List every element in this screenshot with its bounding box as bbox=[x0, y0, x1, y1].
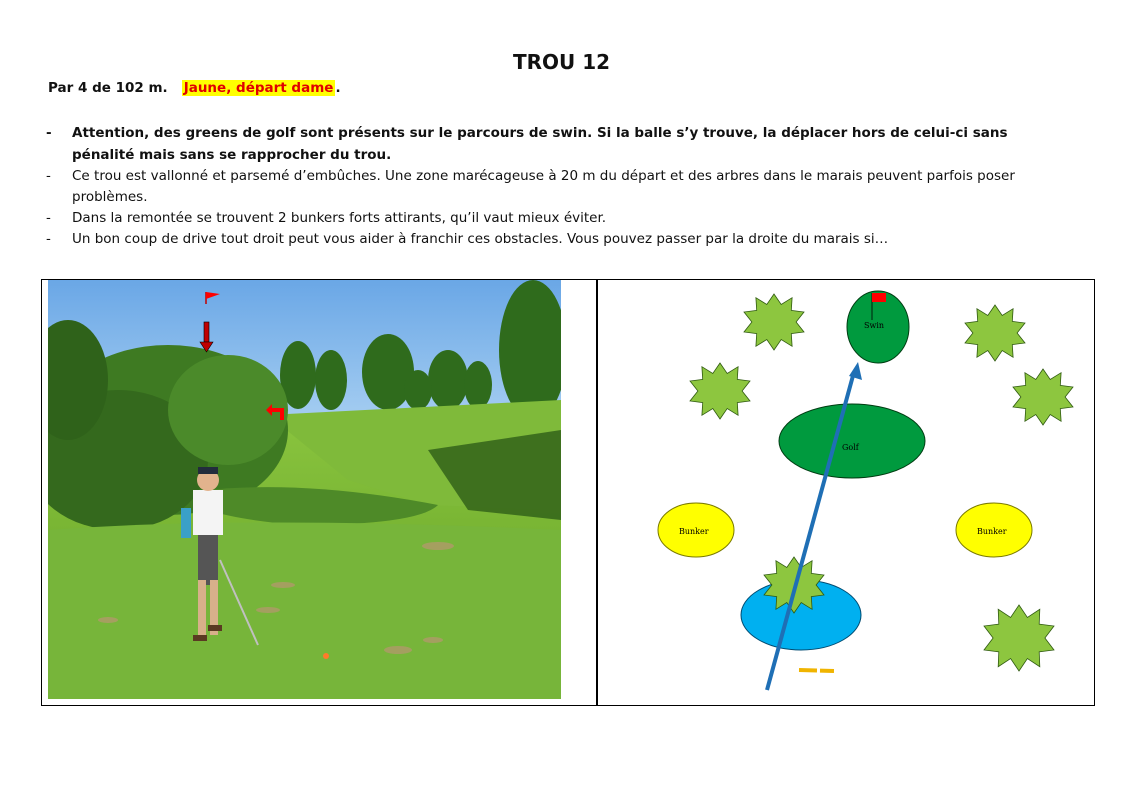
par-line bbox=[48, 80, 341, 96]
bunker-left-label: Bunker bbox=[679, 527, 709, 536]
list-item-text: Dans la remontée se trouvent 2 bunkers forts attirants, qu’il vaut mieux éviter. bbox=[72, 210, 607, 226]
tree-icon bbox=[690, 363, 750, 419]
bullet-dash: - bbox=[46, 125, 52, 141]
golf-green bbox=[779, 404, 925, 478]
list-item bbox=[46, 208, 1056, 229]
tree-icon bbox=[744, 294, 804, 350]
golf-label: Golf bbox=[842, 443, 859, 452]
list-item bbox=[46, 229, 1056, 250]
list-item bbox=[46, 166, 1056, 208]
list-item-text: Un bon coup de drive tout droit peut vous aider à franchir ces obstacles. Vous pouvez passer par la droite du marais si… bbox=[72, 231, 889, 247]
tree-icon bbox=[984, 605, 1054, 671]
bunker-right-label: Bunker bbox=[977, 527, 1007, 536]
page-title: TROU 12 bbox=[512, 50, 611, 74]
bullet-dash: - bbox=[46, 210, 51, 226]
ball bbox=[323, 653, 329, 659]
swin-label: Swin bbox=[864, 321, 885, 330]
list-item-text: Attention, des greens de golf sont présents sur le parcours de swin. Si la balle s’y trouve, la déplacer hors de celui-ci sans pénalité mais sans se rapprocher du trou. bbox=[72, 125, 1008, 163]
rules-list bbox=[46, 122, 1056, 250]
lawn bbox=[48, 523, 561, 700]
bullet-dash: - bbox=[46, 168, 51, 184]
list-item-text: Ce trou est vallonné et parsemé d’embûches. Une zone marécageuse à 20 m du départ et des arbres dans le marais peuvent parfois poser problèmes. bbox=[72, 168, 1015, 205]
hole-diagram-svg bbox=[598, 280, 1094, 705]
bullet-dash: - bbox=[46, 231, 51, 247]
tee-highlight: Jaune, départ dame bbox=[183, 80, 334, 96]
illustration-table bbox=[41, 279, 1095, 706]
hole-diagram bbox=[598, 280, 1094, 705]
list-item bbox=[46, 122, 1056, 166]
course-photo bbox=[48, 280, 561, 699]
par-text: Par 4 de 102 m. bbox=[48, 80, 168, 96]
photo-scene bbox=[48, 280, 561, 699]
tee-marker bbox=[799, 670, 834, 671]
par-trailing: . bbox=[335, 80, 341, 96]
tree-icon bbox=[965, 305, 1025, 361]
tree-icon bbox=[1013, 369, 1073, 425]
